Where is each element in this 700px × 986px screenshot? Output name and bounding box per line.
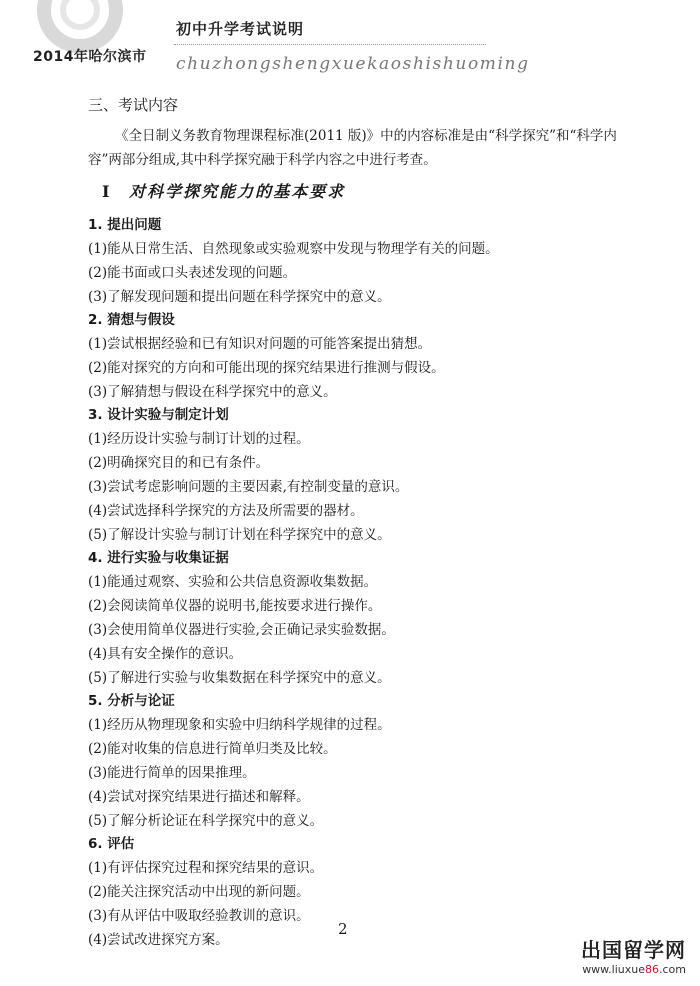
- group-heading: 2. 猜想与假设: [88, 312, 175, 328]
- header-rule: [174, 44, 486, 45]
- requirement-item: (1)经历从物理现象和实验中归纳科学规律的过程。: [88, 717, 391, 733]
- watermark-url-suffix: .com: [659, 963, 686, 976]
- requirement-item: (1)有评估探究过程和探究结果的意识。: [88, 860, 324, 876]
- requirement-item: (2)能对探究的方向和可能出现的探究结果进行推测与假设。: [88, 360, 445, 376]
- header-pinyin: chuzhongshengxuekaoshishuoming: [176, 54, 530, 74]
- document-body: [88, 94, 628, 952]
- requirement-item: (4)具有安全操作的意识。: [88, 646, 243, 662]
- requirement-item: (3)能进行简单的因果推理。: [88, 765, 256, 781]
- requirement-item: (2)能关注探究活动中出现的新问题。: [88, 884, 310, 900]
- group-heading: 5. 分析与论证: [88, 693, 175, 709]
- part-heading: [102, 178, 628, 206]
- watermark: [581, 934, 686, 976]
- requirement-item: (3)尝试考虑影响问题的主要因素,有控制变量的意识。: [88, 479, 409, 495]
- requirement-item: (4)尝试对探究结果进行描述和解释。: [88, 789, 310, 805]
- requirement-group: [88, 547, 628, 690]
- header-title: 初中升学考试说明: [176, 20, 305, 38]
- requirement-item: (1)能通过观察、实验和公共信息资源收集数据。: [88, 574, 378, 590]
- requirement-group: [88, 404, 628, 547]
- part-title: 对科学探究能力的基本要求: [129, 182, 346, 201]
- requirement-item: (2)会阅读简单仪器的说明书,能按要求进行操作。: [88, 598, 382, 614]
- requirement-item: (5)了解进行实验与收集数据在科学探究中的意义。: [88, 670, 391, 686]
- requirement-group: [88, 214, 628, 309]
- requirement-item: (3)有从评估中吸取经验教训的意识。: [88, 908, 310, 924]
- requirement-item: (5)了解设计实验与制订计划在科学探究中的意义。: [88, 527, 391, 543]
- requirement-item: (3)会使用简单仪器进行实验,会正确记录实验数据。: [88, 622, 395, 638]
- requirement-group: [88, 690, 628, 833]
- requirement-group: [88, 833, 628, 952]
- page-number: 2: [338, 920, 348, 938]
- group-heading: 6. 评估: [88, 836, 135, 852]
- requirement-item: (3)了解发现问题和提出问题在科学探究中的意义。: [88, 289, 391, 305]
- requirement-item: (1)尝试根据经验和已有知识对问题的可能答案提出猜想。: [88, 336, 432, 352]
- requirement-group: [88, 309, 628, 404]
- watermark-url: [581, 963, 686, 976]
- requirement-item: (1)能从日常生活、自然现象或实验观察中发现与物理学有关的问题。: [88, 241, 499, 257]
- section-heading: 三、考试内容: [88, 96, 179, 114]
- requirement-item: (2)能书面或口头表述发现的问题。: [88, 265, 297, 281]
- part-number: Ⅰ: [102, 182, 112, 201]
- watermark-url-accent: 86: [645, 963, 659, 976]
- requirement-item: (5)了解分析论证在科学探究中的意义。: [88, 813, 324, 829]
- requirement-item: (2)明确探究目的和已有条件。: [88, 455, 270, 471]
- group-heading: 4. 进行实验与收集证据: [88, 550, 229, 566]
- requirement-item: (3)了解猜想与假设在科学探究中的意义。: [88, 384, 337, 400]
- requirement-item: (1)经历设计实验与制订计划的过程。: [88, 431, 310, 447]
- group-heading: 1. 提出问题: [88, 217, 162, 233]
- header-city-label: 2014年哈尔滨市: [33, 49, 147, 65]
- watermark-url-prefix: www.liuxue: [582, 963, 645, 976]
- watermark-title: 出国留学网: [581, 938, 686, 962]
- requirement-item: (4)尝试改进探究方案。: [88, 932, 229, 948]
- requirement-item: (2)能对收集的信息进行简单归类及比较。: [88, 741, 337, 757]
- group-heading: 3. 设计实验与制定计划: [88, 407, 229, 423]
- section-intro: 《全日制义务教育物理课程标准(2011 版)》中的内容标准是由“科学探究”和“科学内容”两部分组成,其中科学探究融于科学内容之中进行考查。: [88, 128, 617, 168]
- requirement-item: (4)尝试选择科学探究的方法及所需要的器材。: [88, 503, 364, 519]
- requirement-groups: [88, 214, 628, 952]
